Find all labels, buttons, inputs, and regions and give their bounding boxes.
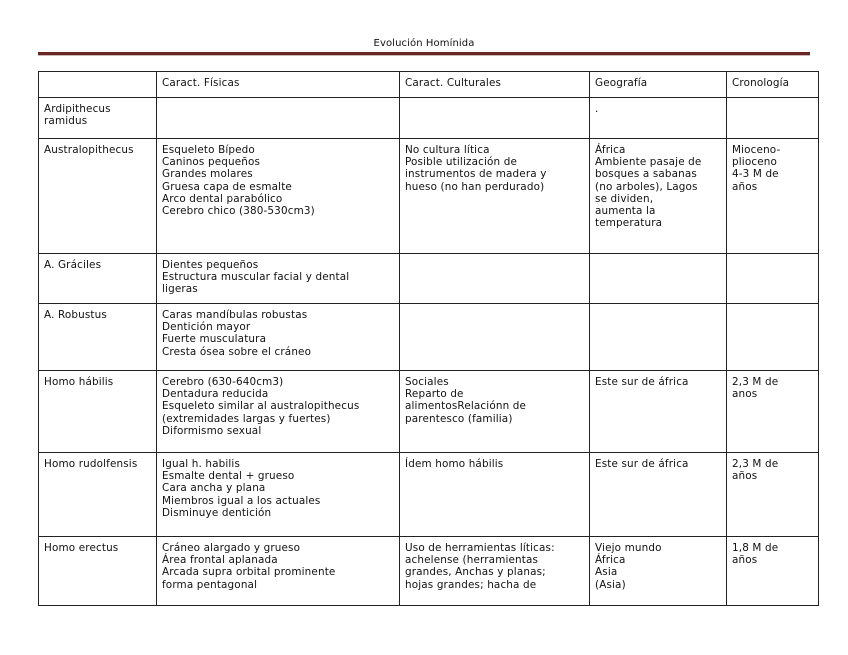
cell-line: anos <box>732 388 758 401</box>
table-row <box>39 537 819 606</box>
cell-line: hojas grandes; hacha de <box>405 578 537 591</box>
table-row <box>39 371 819 453</box>
table-header-row <box>39 72 819 98</box>
row-name: Homo rudolfensis <box>44 458 138 470</box>
cell-cronologia <box>727 254 819 304</box>
cell-line: parentesco (familia) <box>405 412 513 425</box>
table-row <box>39 304 819 371</box>
cell-line: Este sur de áfrica <box>595 376 689 388</box>
header-cell-culturales: Caract. Culturales <box>400 72 590 98</box>
hominid-evolution-table <box>38 71 819 606</box>
cell-line: Cráneo alargado y grueso <box>162 542 301 554</box>
cell-line: años <box>732 180 758 193</box>
cell-line: Cerebro chico (380-530cm3) <box>162 205 315 218</box>
cell-line: alimentosRelaciónn de <box>405 400 527 413</box>
cell-line: 4-3 M de <box>732 168 779 181</box>
cell-line: Mioceno- <box>732 144 781 156</box>
cell-line: Dentadura reducida <box>162 388 269 401</box>
header-cell-empty <box>39 72 157 98</box>
row-name: A. Gráciles <box>44 259 102 271</box>
header-cell-fisicas: Caract. Físicas <box>157 72 400 98</box>
cell-geografia <box>590 254 727 304</box>
cell-line: África <box>595 554 626 567</box>
cell-line: Este sur de áfrica <box>595 458 689 470</box>
cell-line: (no arboles), Lagos <box>595 180 698 193</box>
cell-line: achelense (herramientas <box>405 554 539 567</box>
cell-line: Esqueleto similar al australopithecus <box>162 400 360 413</box>
cell-line: Área frontal aplanada <box>162 554 278 567</box>
row-name: A. Robustus <box>44 309 107 321</box>
cell-line: Ambiente pasaje de <box>595 156 702 169</box>
cell-geografia <box>590 98 727 139</box>
cell-fisicas <box>157 254 400 304</box>
cell-fisicas <box>157 139 400 254</box>
cell-line: forma pentagonal <box>162 578 258 591</box>
table-row <box>39 139 819 254</box>
cell-line: Grandes molares <box>162 168 253 181</box>
cell-culturales <box>400 254 590 304</box>
cell-culturales <box>400 453 590 537</box>
cell-line: Gruesa capa de esmalte <box>162 180 292 193</box>
cell-fisicas <box>157 371 400 453</box>
row-name-cell <box>39 304 157 371</box>
document-title: Evolución Homínida <box>373 38 475 49</box>
table-row <box>39 453 819 537</box>
cell-geografia <box>590 304 727 371</box>
cell-line: Fuerte musculatura <box>162 333 267 346</box>
cell-culturales <box>400 139 590 254</box>
cell-line: Dientes pequeños <box>162 259 259 271</box>
cell-line: (extremidades largas y fuertes) <box>162 412 331 425</box>
cell-line: África <box>595 144 626 156</box>
cell-cronologia <box>727 371 819 453</box>
cell-line: No cultura lítica <box>405 144 490 156</box>
cell-geografia <box>590 537 727 606</box>
cell-line: Caninos pequeños <box>162 156 261 169</box>
row-name-cell <box>39 537 157 606</box>
title-underline-shadow <box>38 55 810 56</box>
cell-cronologia <box>727 537 819 606</box>
table-row <box>39 98 819 139</box>
cell-line: Esmalte dental + grueso <box>162 470 295 483</box>
cell-line: años <box>732 470 758 483</box>
cell-cronologia <box>727 139 819 254</box>
row-name-cell <box>39 139 157 254</box>
cell-line: Reparto de <box>405 388 464 401</box>
cell-line: Ídem homo hábilis <box>405 458 504 470</box>
row-name-cell <box>39 371 157 453</box>
row-name-cell <box>39 453 157 537</box>
cell-line: aumenta la <box>595 205 656 218</box>
cell-line: Caras mandíbulas robustas <box>162 309 308 321</box>
cell-line: Posible utilización de <box>405 156 518 169</box>
cell-culturales <box>400 537 590 606</box>
cell-culturales <box>400 371 590 453</box>
cell-line: instrumentos de madera y <box>405 168 547 181</box>
row-name-cell <box>39 254 157 304</box>
cell-line: Uso de herramientas líticas: <box>405 542 555 554</box>
cell-line: Cresta ósea sobre el cráneo <box>162 345 312 358</box>
cell-cronologia <box>727 304 819 371</box>
cell-line: Asia <box>595 566 618 579</box>
cell-line: Disminuye dentición <box>162 506 272 519</box>
row-name: Homo erectus <box>44 542 119 554</box>
cell-line: se dividen, <box>595 192 654 205</box>
cell-line: Arcada supra orbital prominente <box>162 566 336 579</box>
cell-line: 2,3 M de <box>732 458 779 470</box>
row-name-cell <box>39 98 157 139</box>
cell-line: hueso (no han perdurado) <box>405 180 545 193</box>
cell-line: Diformismo sexual <box>162 424 262 437</box>
cell-line: Viejo mundo <box>595 542 662 554</box>
cell-line: Miembros igual a los actuales <box>162 494 321 507</box>
cell-culturales <box>400 98 590 139</box>
cell-line: bosques a sabanas <box>595 168 697 181</box>
row-name: Homo hábilis <box>44 376 114 388</box>
cell-line: grandes, Anchas y planas; <box>405 566 546 579</box>
cell-line: Esqueleto Bípedo <box>162 144 255 156</box>
cell-cronologia <box>727 453 819 537</box>
cell-line: años <box>732 554 758 567</box>
cell-line: Cerebro (630-640cm3) <box>162 376 284 388</box>
cell-line: plioceno <box>732 156 777 169</box>
cell-line: . <box>595 103 599 115</box>
cell-line: ligeras <box>162 283 198 296</box>
cell-geografia <box>590 371 727 453</box>
cell-culturales <box>400 304 590 371</box>
header-cell-cronologia: Cronología <box>727 72 819 98</box>
cell-line: Igual h. habilis <box>162 458 241 470</box>
cell-fisicas <box>157 537 400 606</box>
cell-geografia <box>590 139 727 254</box>
cell-line: 1,8 M de <box>732 542 779 554</box>
cell-line: Cara ancha y plana <box>162 482 266 495</box>
cell-cronologia <box>727 98 819 139</box>
cell-line: 2,3 M de <box>732 376 779 388</box>
cell-geografia <box>590 453 727 537</box>
table-row <box>39 254 819 304</box>
row-name: Australopithecus <box>44 144 134 156</box>
cell-line: temperatura <box>595 217 663 230</box>
cell-line: Dentición mayor <box>162 321 251 334</box>
cell-line: (Asia) <box>595 578 626 591</box>
cell-line: Estructura muscular facial y dental <box>162 271 350 284</box>
cell-fisicas <box>157 304 400 371</box>
cell-fisicas <box>157 98 400 139</box>
cell-fisicas <box>157 453 400 537</box>
cell-line: Arco dental parabólico <box>162 192 283 205</box>
row-name: Ardipithecus ramidus <box>44 103 111 128</box>
cell-line: Sociales <box>405 376 449 388</box>
header-cell-geografia: Geografía <box>590 72 727 98</box>
